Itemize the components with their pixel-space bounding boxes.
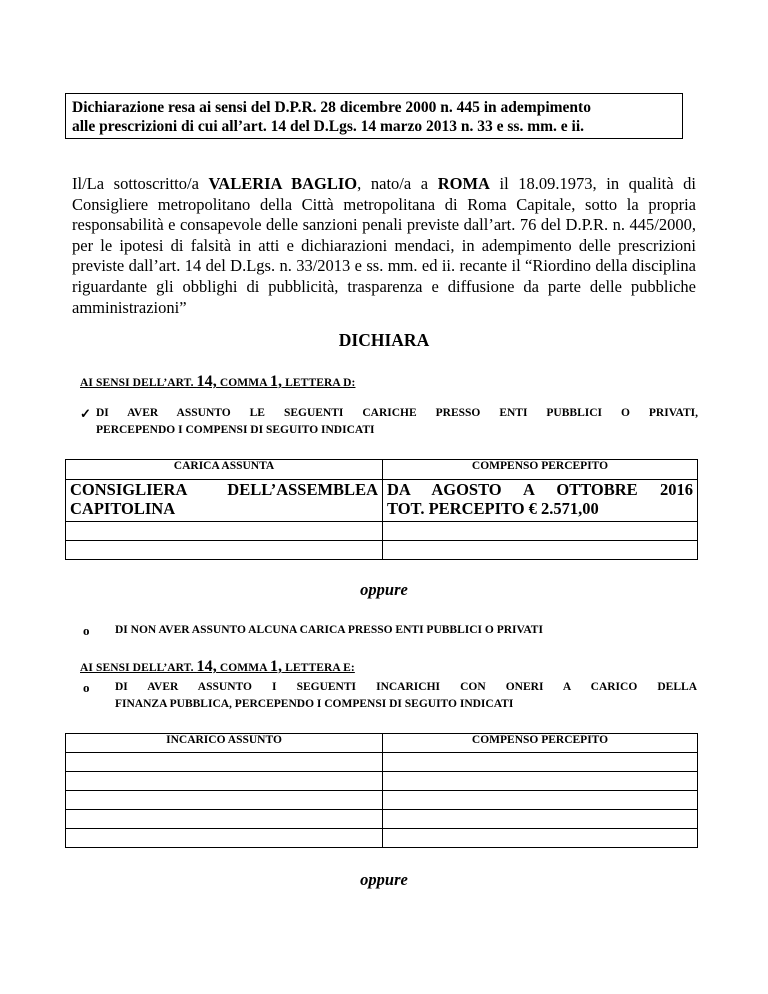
incarichi-empty-cell[interactable] bbox=[383, 791, 698, 810]
section-d-article: 14, bbox=[196, 373, 217, 390]
header-line-1: Dichiarazione resa ai sensi del D.P.R. 28 dicembre 2000 n. 445 in adempimento bbox=[72, 99, 591, 116]
intro-text-3: il 18.09.1973, in qualità di Consigliere metropolitano della Città metropolitana di Roma Capitale, sotto la propria responsabilità e consapevole delle sanzioni penali previste dall’art. 76 del D.P.R. n. 445/2000, per le ipotesi di falsità in atti e dichiarazioni mendaci, in adempimento delle prescrizioni previste dall’art. 14 del D.Lgs. n. 33/2013 e ss. mm. ed ii. recante il “Riordino della disciplina riguardante gli obblighi di pubblicità, trasparenza e diffusione da parte delle pubbliche amministrazioni” bbox=[72, 174, 696, 317]
section-e-part-a: AI SENSI DELL’ART. bbox=[80, 662, 197, 674]
oppure-label-1: oppure bbox=[360, 580, 408, 599]
option-cariche[interactable] bbox=[80, 405, 698, 439]
option-incarichi[interactable] bbox=[83, 679, 697, 713]
header-line-2: alle prescrizioni di cui all’art. 14 del D.Lgs. 14 marzo 2013 n. 33 e ss. mm. e ii. bbox=[72, 118, 585, 135]
section-e-part-c: LETTERA E: bbox=[282, 662, 355, 674]
declaration-header-box bbox=[65, 93, 683, 139]
incarichi-col-header-incarico: INCARICO ASSUNTO bbox=[66, 734, 383, 753]
section-heading-lettera-e bbox=[80, 658, 355, 676]
section-heading-lettera-d bbox=[80, 373, 355, 391]
compenso-line-2: TOT. PERCEPITO € 2.571,00 bbox=[387, 499, 599, 518]
section-e-comma: 1, bbox=[269, 658, 283, 675]
cariche-row1-carica bbox=[66, 480, 383, 522]
intro-text-2: , nato/a a bbox=[357, 174, 438, 193]
section-e-article: 14, bbox=[196, 658, 217, 675]
option-nessuna-text: DI NON AVER ASSUNTO ALCUNA CARICA PRESSO ENTI PUBBLICI O PRIVATI bbox=[115, 624, 543, 636]
incarichi-empty-cell[interactable] bbox=[383, 772, 698, 791]
declarant-name: VALERIA BAGLIO bbox=[208, 174, 358, 193]
incarichi-empty-cell[interactable] bbox=[383, 829, 698, 848]
checkmark-icon[interactable]: ✓ bbox=[80, 406, 91, 421]
incarichi-empty-cell[interactable] bbox=[383, 753, 698, 772]
option-incarichi-line-1: DI AVER ASSUNTO I SEGUENTI INCARICHI CON ONERI A CARICO DELLA bbox=[115, 681, 697, 693]
cariche-col-header-compenso: COMPENSO PERCEPITO bbox=[383, 460, 698, 480]
carica-line-1: CONSIGLIERA DELL’ASSEMBLEA bbox=[70, 480, 378, 499]
cariche-empty-cell[interactable] bbox=[383, 522, 698, 541]
option-nessuna-carica[interactable] bbox=[83, 622, 701, 639]
incarichi-col-header-compenso: COMPENSO PERCEPITO bbox=[383, 734, 698, 753]
cariche-empty-cell[interactable] bbox=[66, 541, 383, 560]
incarichi-empty-cell[interactable] bbox=[66, 772, 383, 791]
birth-city: ROMA bbox=[437, 174, 490, 193]
oppure-label-2: oppure bbox=[360, 870, 408, 889]
incarichi-empty-cell[interactable] bbox=[383, 810, 698, 829]
section-d-comma: 1, bbox=[269, 373, 283, 390]
cariche-col-header-carica: CARICA ASSUNTA bbox=[66, 460, 383, 480]
intro-paragraph bbox=[72, 174, 696, 318]
cariche-row1-compenso bbox=[383, 480, 698, 522]
section-e-part-b: COMMA bbox=[216, 662, 270, 674]
option-incarichi-line-2: FINANZA PUBBLICA, PERCEPENDO I COMPENSI DI SEGUITO INDICATI bbox=[115, 698, 514, 710]
section-d-part-b: COMMA bbox=[216, 377, 270, 389]
carica-line-2: CAPITOLINA bbox=[70, 499, 176, 518]
incarichi-empty-cell[interactable] bbox=[66, 810, 383, 829]
cariche-table bbox=[65, 459, 698, 560]
option-cariche-line-2: PERCEPENDO I COMPENSI DI SEGUITO INDICATI bbox=[96, 424, 375, 436]
incarichi-empty-cell[interactable] bbox=[66, 753, 383, 772]
option-cariche-line-1: DI AVER ASSUNTO LE SEGUENTI CARICHE PRESSO ENTI PUBBLICI O PRIVATI, bbox=[96, 407, 698, 419]
dichiara-heading: DICHIARA bbox=[338, 330, 430, 350]
section-d-part-c: LETTERA D: bbox=[282, 377, 356, 389]
incarichi-empty-cell[interactable] bbox=[66, 791, 383, 810]
radio-circle-icon[interactable]: o bbox=[83, 623, 90, 638]
cariche-empty-cell[interactable] bbox=[383, 541, 698, 560]
incarichi-table bbox=[65, 733, 698, 848]
section-d-part-a: AI SENSI DELL’ART. bbox=[80, 377, 197, 389]
incarichi-empty-cell[interactable] bbox=[66, 829, 383, 848]
cariche-empty-cell[interactable] bbox=[66, 522, 383, 541]
radio-circle-icon[interactable]: o bbox=[83, 680, 90, 695]
intro-text-1: Il/La sottoscritto/a bbox=[72, 174, 209, 193]
compenso-line-1: DA AGOSTO A OTTOBRE 2016 bbox=[387, 480, 693, 499]
